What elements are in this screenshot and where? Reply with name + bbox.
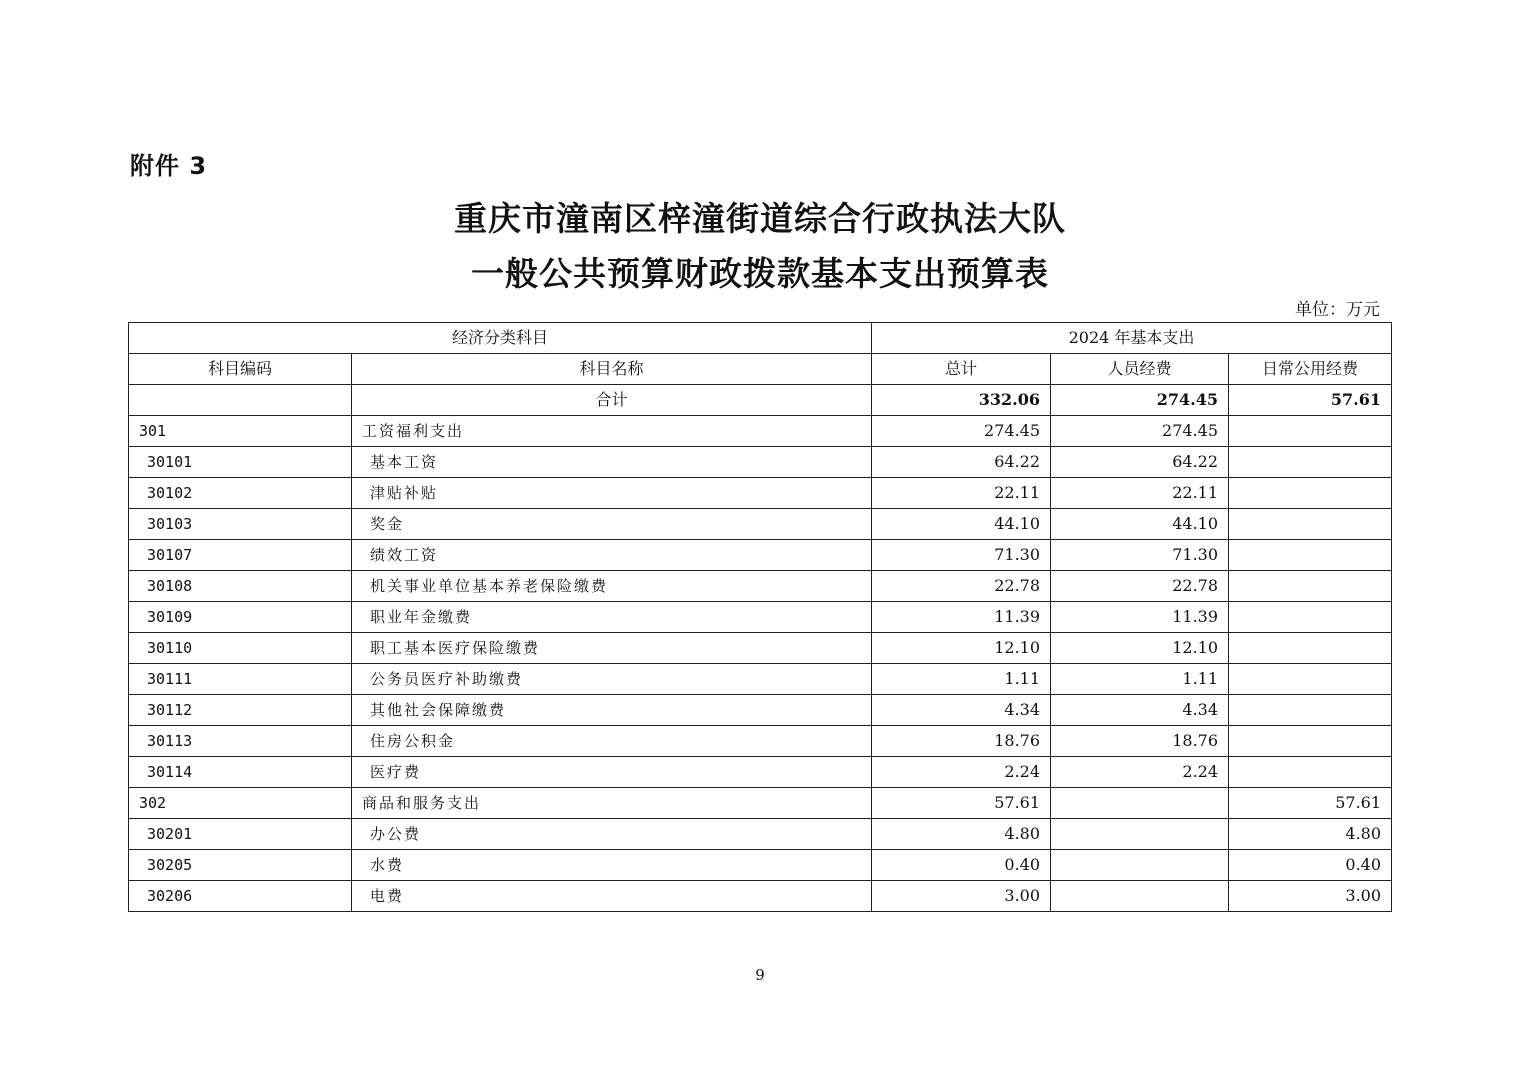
row-subject-name: 津贴补贴	[352, 478, 872, 509]
row-personnel-expense: 22.78	[1051, 571, 1229, 602]
table-row	[129, 695, 1392, 726]
row-public-expense	[1229, 726, 1392, 757]
row-subject-code: 30206	[129, 881, 352, 912]
row-public-expense	[1229, 633, 1392, 664]
table-row	[129, 478, 1392, 509]
header-subject-name: 科目名称	[352, 354, 872, 385]
row-subject-name: 其他社会保障缴费	[352, 695, 872, 726]
row-public-expense	[1229, 478, 1392, 509]
row-subject-name: 住房公积金	[352, 726, 872, 757]
row-subject-code: 30112	[129, 695, 352, 726]
row-subject-code: 30101	[129, 447, 352, 478]
row-subject-code: 30113	[129, 726, 352, 757]
row-public-expense	[1229, 602, 1392, 633]
row-personnel-expense: 71.30	[1051, 540, 1229, 571]
row-subject-name: 公务员医疗补助缴费	[352, 664, 872, 695]
budget-table-body	[129, 323, 1392, 912]
table-row	[129, 757, 1392, 788]
row-personnel-expense	[1051, 819, 1229, 850]
row-public-expense	[1229, 447, 1392, 478]
row-personnel-expense	[1051, 788, 1229, 819]
row-personnel-expense: 2.24	[1051, 757, 1229, 788]
row-subject-code: 302	[129, 788, 352, 819]
row-total: 1.11	[872, 664, 1051, 695]
header-column-row	[129, 354, 1392, 385]
row-subject-name: 绩效工资	[352, 540, 872, 571]
table-row	[129, 788, 1392, 819]
row-personnel-expense: 44.10	[1051, 509, 1229, 540]
row-subject-name: 职业年金缴费	[352, 602, 872, 633]
row-subject-name: 办公费	[352, 819, 872, 850]
unit-label: 单位：万元	[1295, 300, 1380, 320]
row-total: 22.78	[872, 571, 1051, 602]
row-subject-name: 工资福利支出	[352, 416, 872, 447]
header-economic-classification: 经济分类科目	[129, 323, 872, 354]
row-personnel-expense: 18.76	[1051, 726, 1229, 757]
row-total: 71.30	[872, 540, 1051, 571]
row-public-expense	[1229, 509, 1392, 540]
row-subject-name: 职工基本医疗保险缴费	[352, 633, 872, 664]
row-personnel-expense: 274.45	[1051, 416, 1229, 447]
header-public-expense: 日常公用经费	[1229, 354, 1392, 385]
row-subject-code: 30102	[129, 478, 352, 509]
row-personnel-expense: 1.11	[1051, 664, 1229, 695]
row-total: 3.00	[872, 881, 1051, 912]
table-row	[129, 819, 1392, 850]
header-group-row	[129, 323, 1392, 354]
total-row-label: 合计	[352, 385, 872, 416]
total-row-total: 332.06	[872, 385, 1051, 416]
table-row	[129, 416, 1392, 447]
row-public-expense: 3.00	[1229, 881, 1392, 912]
row-subject-code: 30107	[129, 540, 352, 571]
row-subject-name: 水费	[352, 850, 872, 881]
row-subject-code: 30111	[129, 664, 352, 695]
row-public-expense	[1229, 571, 1392, 602]
row-subject-name: 机关事业单位基本养老保险缴费	[352, 571, 872, 602]
total-row-code	[129, 385, 352, 416]
row-personnel-expense: 11.39	[1051, 602, 1229, 633]
row-total: 64.22	[872, 447, 1051, 478]
row-personnel-expense: 22.11	[1051, 478, 1229, 509]
row-subject-code: 30109	[129, 602, 352, 633]
row-public-expense	[1229, 664, 1392, 695]
header-personnel-expense: 人员经费	[1051, 354, 1229, 385]
total-row-public: 57.61	[1229, 385, 1392, 416]
row-public-expense: 57.61	[1229, 788, 1392, 819]
header-subject-code: 科目编码	[129, 354, 352, 385]
table-row	[129, 509, 1392, 540]
row-total: 57.61	[872, 788, 1051, 819]
row-public-expense	[1229, 695, 1392, 726]
row-public-expense	[1229, 757, 1392, 788]
attachment-label: 附件 3	[130, 152, 208, 180]
row-public-expense	[1229, 540, 1392, 571]
row-subject-code: 30108	[129, 571, 352, 602]
row-subject-code: 30205	[129, 850, 352, 881]
document-title-line-2: 一般公共预算财政拨款基本支出预算表	[471, 254, 1049, 293]
row-public-expense: 0.40	[1229, 850, 1392, 881]
row-subject-name: 奖金	[352, 509, 872, 540]
row-total: 18.76	[872, 726, 1051, 757]
row-subject-code: 301	[129, 416, 352, 447]
table-row	[129, 447, 1392, 478]
table-row	[129, 540, 1392, 571]
row-subject-name: 基本工资	[352, 447, 872, 478]
budget-table	[128, 322, 1392, 912]
row-total: 274.45	[872, 416, 1051, 447]
row-personnel-expense	[1051, 850, 1229, 881]
row-personnel-expense: 64.22	[1051, 447, 1229, 478]
table-row	[129, 571, 1392, 602]
row-personnel-expense	[1051, 881, 1229, 912]
row-personnel-expense: 12.10	[1051, 633, 1229, 664]
row-subject-code: 30103	[129, 509, 352, 540]
row-public-expense	[1229, 416, 1392, 447]
row-public-expense: 4.80	[1229, 819, 1392, 850]
document-title-line-1: 重庆市潼南区梓潼街道综合行政执法大队	[454, 199, 1066, 238]
table-row	[129, 633, 1392, 664]
row-subject-code: 30114	[129, 757, 352, 788]
total-row-personnel: 274.45	[1051, 385, 1229, 416]
header-basic-expenditure-2024: 2024 年基本支出	[872, 323, 1392, 354]
row-personnel-expense: 4.34	[1051, 695, 1229, 726]
row-total: 44.10	[872, 509, 1051, 540]
table-row	[129, 602, 1392, 633]
row-subject-code: 30201	[129, 819, 352, 850]
table-row	[129, 881, 1392, 912]
table-row	[129, 850, 1392, 881]
row-total: 4.34	[872, 695, 1051, 726]
header-total: 总计	[872, 354, 1051, 385]
row-subject-name: 商品和服务支出	[352, 788, 872, 819]
table-row	[129, 664, 1392, 695]
total-row	[129, 385, 1392, 416]
row-total: 4.80	[872, 819, 1051, 850]
row-total: 0.40	[872, 850, 1051, 881]
page-number: 9	[755, 966, 765, 984]
row-total: 12.10	[872, 633, 1051, 664]
row-total: 2.24	[872, 757, 1051, 788]
table-row	[129, 726, 1392, 757]
row-subject-name: 电费	[352, 881, 872, 912]
row-subject-code: 30110	[129, 633, 352, 664]
row-total: 11.39	[872, 602, 1051, 633]
row-subject-name: 医疗费	[352, 757, 872, 788]
row-total: 22.11	[872, 478, 1051, 509]
